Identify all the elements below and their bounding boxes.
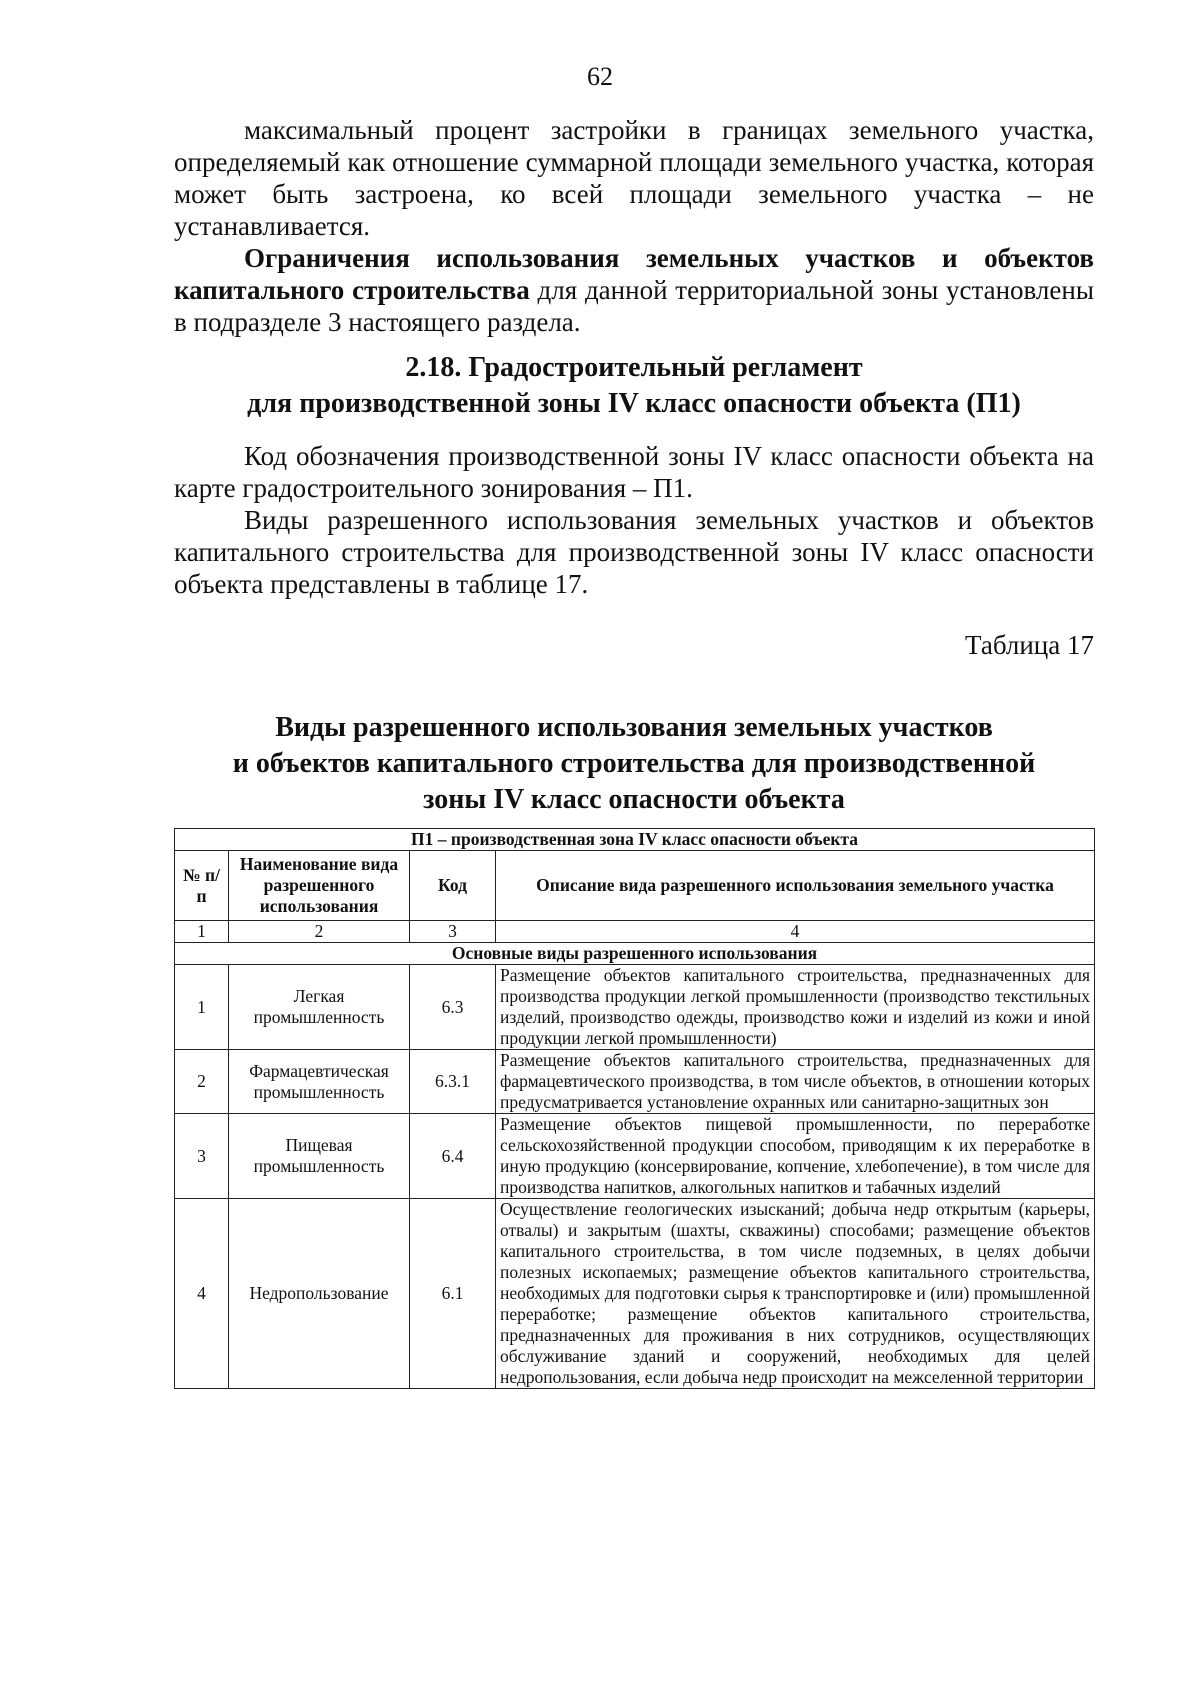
column-number-1: 1 — [175, 921, 229, 943]
permitted-use-table — [174, 828, 1095, 1389]
table-row — [175, 1114, 1095, 1199]
table-row — [175, 1199, 1095, 1389]
intro-paragraph-1: максимальный процент застройки в границах земельного участка, определяемый как отношение суммарной площади земельного участка, которая может быть застроена, ко всей площади земельного участка – не устанавливается. — [174, 115, 1094, 241]
table-reference-label: Таблица 17 — [965, 630, 1094, 660]
section-title-line-2: для производственной зоны IV класс опасности объекта (П1) — [247, 388, 1021, 419]
row-code: 6.3.1 — [410, 1050, 496, 1114]
column-number-row — [175, 921, 1095, 943]
header-code: Код — [410, 851, 496, 921]
table-header-row — [175, 851, 1095, 921]
row-name: Фармацевтическая промышленность — [229, 1050, 410, 1114]
header-number: № п/п — [175, 851, 229, 921]
column-number-2: 2 — [229, 921, 410, 943]
row-description: Размещение объектов капитального строительства, предназначенных для производства продукции легкой промышленности (производство текстильных изделий, производство одежды, производство кожи и изделий из кожи и иной продукции легкой промышленности) — [496, 965, 1095, 1050]
section-title — [174, 350, 1094, 422]
intro-block — [174, 114, 1094, 338]
page-number: 62 — [587, 62, 613, 91]
table-title-line-1: Виды разрешенного использования земельных участков — [275, 712, 993, 743]
row-number: 1 — [175, 965, 229, 1050]
table-caption-row — [175, 829, 1095, 851]
row-code: 6.4 — [410, 1114, 496, 1199]
table-title — [174, 710, 1094, 818]
row-number: 2 — [175, 1050, 229, 1114]
row-name: Легкая промышленность — [229, 965, 410, 1050]
row-description: Размещение объектов капитального строительства, предназначенных для фармацевтического производства, в том числе объектов, в отношении которых предусматривается установление охранных или санитарно-защитных зон — [496, 1050, 1095, 1114]
intro-paragraph-2 — [174, 242, 1094, 338]
table-row — [175, 1050, 1095, 1114]
header-description: Описание вида разрешенного использования земельного участка — [496, 851, 1095, 921]
table-row — [175, 965, 1095, 1050]
row-name: Пищевая промышленность — [229, 1114, 410, 1199]
row-name: Недропользование — [229, 1199, 410, 1389]
section-paragraph-2: Виды разрешенного использования земельных участков и объектов капитального строительства для производственной зоны IV класс опасности объекта представлены в таблице 17. — [174, 505, 1094, 599]
row-code: 6.3 — [410, 965, 496, 1050]
table-title-line-3: зоны IV класс опасности объекта — [423, 784, 845, 815]
column-number-4: 4 — [496, 921, 1095, 943]
restrictions-bold-text: Ограничения использования земельных участков и объектов капитального строительства — [174, 243, 1094, 305]
column-number-3: 3 — [410, 921, 496, 943]
row-description: Осуществление геологических изысканий; добыча недр открытым (карьеры, отвалы) и закрытым (шахты, скважины) способами; размещение объектов капитального строительства, в том числе подземных, в целях добычи полезных ископаемых; размещение объектов капитального строительства, необходимых для подготовки сырья к транспортировке и (или) промышленной переработке; размещение объектов капитального строительства, предназначенных для проживания в них сотрудников, осуществляющих обслуживание зданий и сооружений, необходимых для целей недропользования, если добыча недр происходит на межселенной территории — [496, 1199, 1095, 1389]
section-body — [174, 440, 1094, 600]
row-code: 6.1 — [410, 1199, 496, 1389]
table-title-line-2: и объектов капитального строительства для производственной — [232, 748, 1036, 779]
row-number: 4 — [175, 1199, 229, 1389]
restrictions-rest-text: для данной территориальной зоны установлены в подразделе 3 настоящего раздела. — [174, 275, 1094, 337]
group-heading-row — [175, 943, 1095, 965]
table-caption: П1 – производственная зона IV класс опасности объекта — [175, 829, 1095, 851]
section-paragraph-1: Код обозначения производственной зоны IV класс опасности объекта на карте градостроительного зонирования – П1. — [174, 441, 1094, 503]
row-description: Размещение объектов пищевой промышленности, по переработке сельскохозяйственной продукции способом, приводящим к их переработке в иную продукцию (консервирование, копчение, хлебопечение), в том числе для производства напитков, алкогольных напитков и табачных изделий — [496, 1114, 1095, 1199]
header-name: Наименование вида разрешенного использования — [229, 851, 410, 921]
section-title-line-1: 2.18. Градостроительный регламент — [405, 352, 863, 383]
group-heading: Основные виды разрешенного использования — [175, 943, 1095, 965]
row-number: 3 — [175, 1114, 229, 1199]
